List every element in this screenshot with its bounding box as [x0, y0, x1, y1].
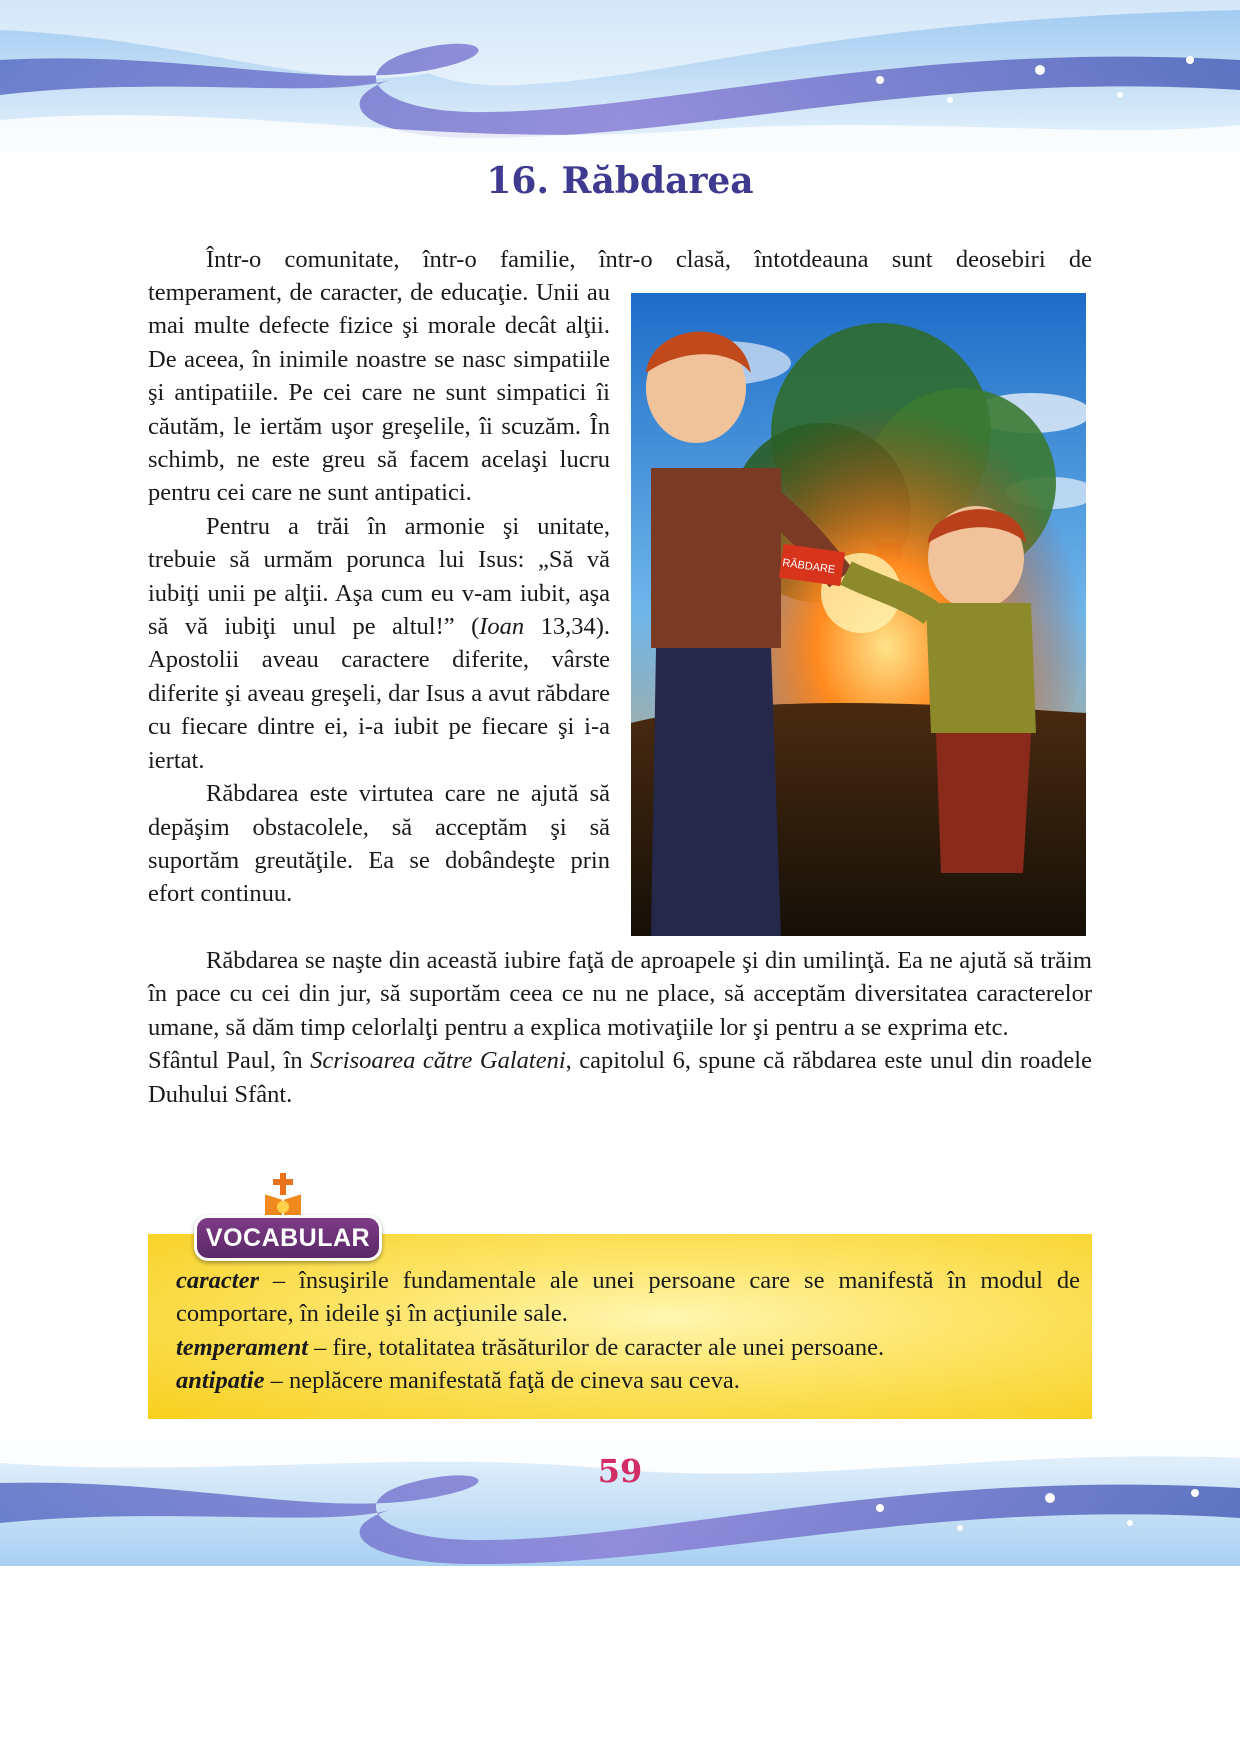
paragraph-virtue: Răbdarea este virtutea care ne ajută să depăşim obstacolele, să acceptăm şi să suportăm greutăţile. Ea se dobândeşte prin efort continuu.	[148, 780, 610, 908]
commandment-text-b: 13,34). Apostolii aveau caractere diferite, vârste diferite şi aveau greşeli, dar Isus a avut răbdare cu fiecare dintre ei, i-a iubit pe fiecare şi i-a iertat.	[148, 613, 610, 774]
vocabulary-term: temperament	[176, 1333, 309, 1361]
vocabulary-definition: – neplăcere manifestată faţă de cineva sau ceva.	[264, 1367, 740, 1395]
book-cross-icon	[260, 1173, 306, 1221]
vocabulary-entry	[176, 1264, 1080, 1331]
vocabulary-box	[148, 1234, 1092, 1419]
page-number: 59	[597, 1452, 643, 1490]
epistle-title: Scrisoarea către Galateni	[310, 1047, 566, 1075]
saint-paul-text-b: , capitolul 6, spune că răbdarea este unul din roadele Duhului Sfânt.	[148, 1047, 1092, 1108]
vocabulary-definition: – fire, totalitatea trăsăturilor de caracter ale unei persoane.	[308, 1333, 885, 1361]
left-column-text	[148, 276, 610, 911]
vocabulary-term: caracter	[176, 1267, 259, 1294]
lesson-title: 16. Răbdarea	[486, 160, 754, 202]
vocabulary-definition: – însuşirile fundamentale ale unei persoane care se manifestă în modul de comportare, în ideile şi în acţiunile sale.	[176, 1267, 1080, 1328]
vocabulary-label: VOCABULAR	[194, 1215, 382, 1261]
intro-first-line-text: Într-o comunitate, într-o familie, într-o clasă, întotdeauna sunt deosebiri de	[206, 246, 1092, 273]
paragraph-commandment	[148, 510, 610, 777]
card-label: RĂBDARE	[781, 556, 836, 577]
header-wave-decoration	[0, 0, 1240, 152]
bible-reference-book: Ioan	[479, 613, 525, 641]
commandment-text-a: Pentru a trăi în armonie şi unitate, trebuie să urmăm porunca lui Isus: „Să vă iubiţi unii pe alţii. Aşa cum eu v-am iubit, aşa să vă iubiţi unul pe altul!” (	[148, 512, 610, 641]
paragraph-intro-rest: temperament, de caracter, de educaţie. Unii au mai multe defecte fizice şi morale decât alţii. De aceea, în inimile noastre se nasc simpatiile şi antipatiile. Pe cei care ne sunt simpatici îi căutăm, le iertăm uşor greşelile, îi scuzăm. În schimb, ne este greu să facem acelaşi lucru pentru cei care ne sunt antipatici.	[148, 279, 610, 507]
paragraph-saint-paul	[148, 1044, 1092, 1111]
saint-paul-text-a: Sfântul Paul, în	[148, 1047, 311, 1075]
paragraph-intro-first-line	[148, 243, 1092, 276]
vocabulary-definitions	[176, 1264, 1080, 1398]
vocabulary-entry	[176, 1331, 1080, 1364]
full-width-text	[148, 944, 1092, 1111]
vocabulary-entry	[176, 1364, 1080, 1397]
vocabulary-badge	[190, 1173, 380, 1259]
paragraph-love-humility: Răbdarea se naşte din această iubire faţă de aproapele şi din umilinţă. Ea ne ajută să trăim în pace cu cei din jur, să suportăm ceea ce nu ne place, să acceptăm diversitatea caracterelor umane, să dăm timp celorlalţi pentru a explica motivaţiile lor şi pentru a se exprima etc.	[148, 947, 1092, 1041]
illustration-man-giving-boy-card	[631, 293, 1086, 936]
vocabulary-term: antipatie	[176, 1367, 265, 1395]
